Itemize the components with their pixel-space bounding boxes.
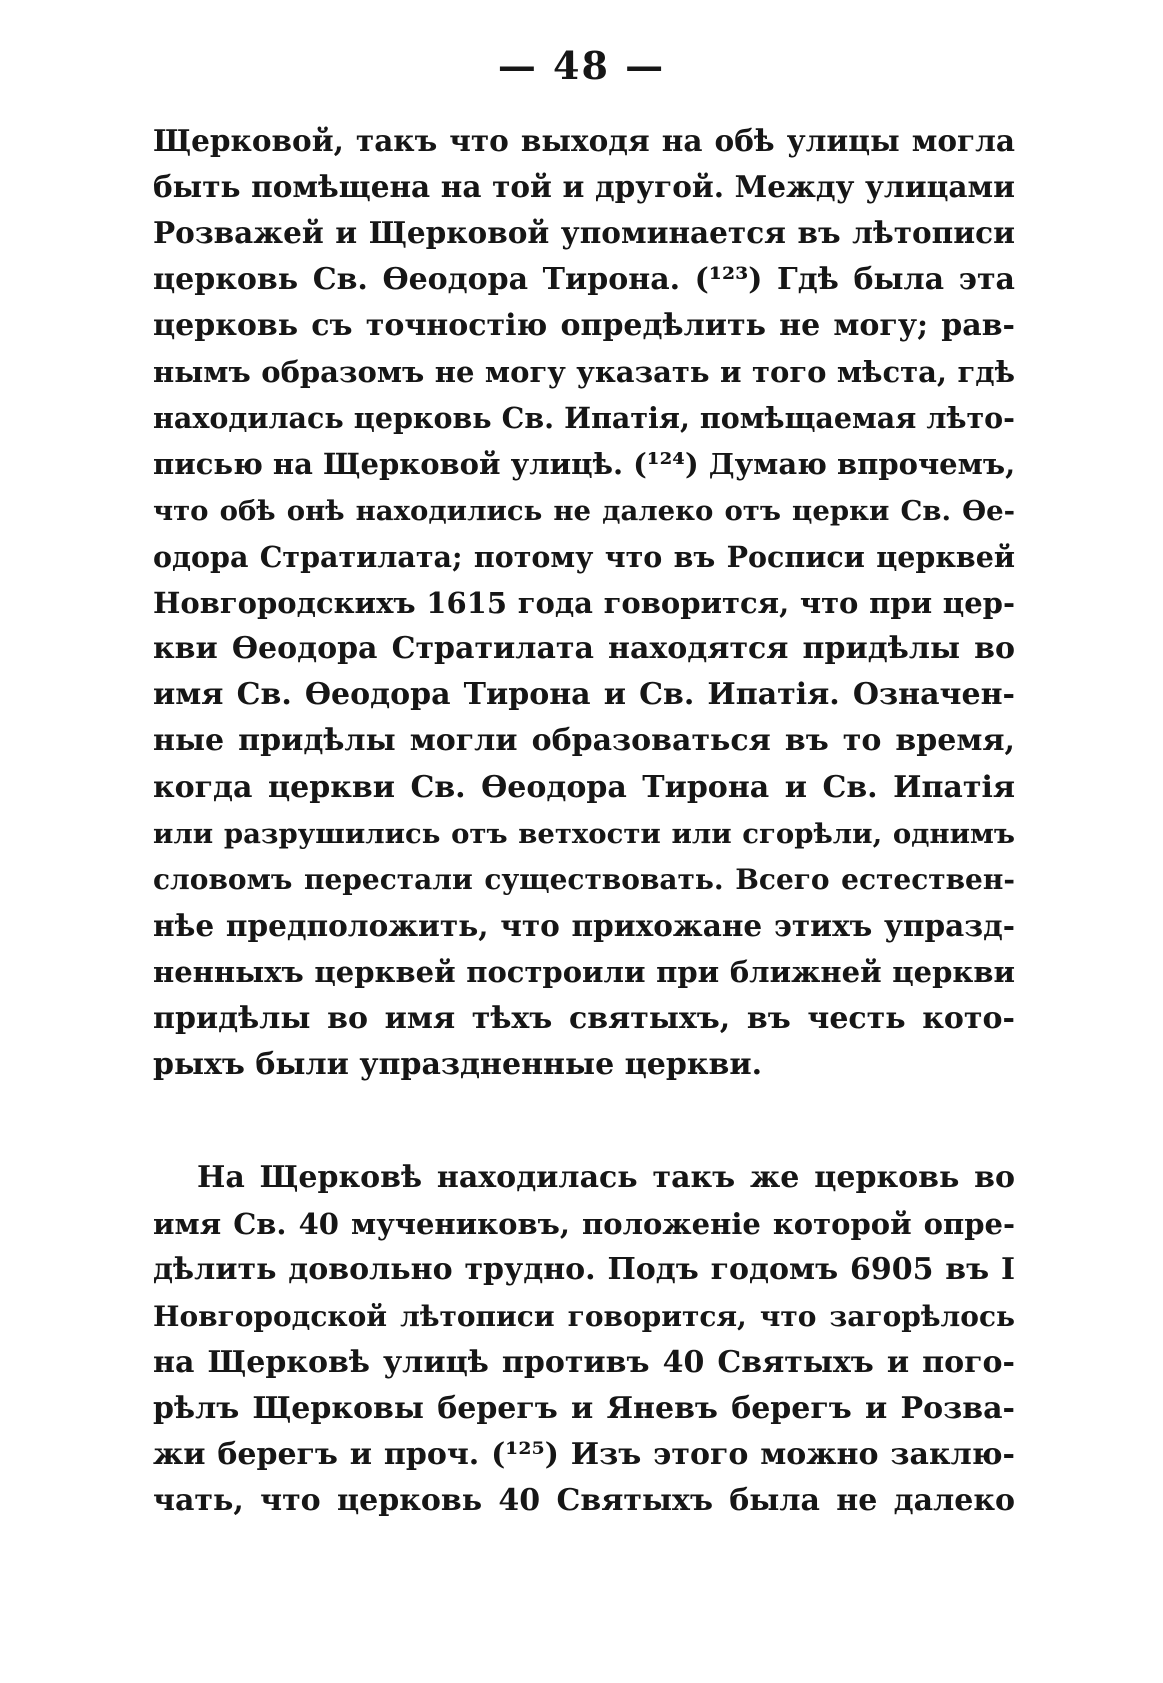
text-line: что обѣ онѣ находились не далеко отъ церки Св. Ѳе-: [153, 494, 1015, 527]
text-line: дѣлить довольно трудно. Подъ годомъ 6905 въ I: [153, 1252, 1015, 1288]
text-line: придѣлы во имя тѣхъ святыхъ, въ честь кото-: [153, 1000, 1015, 1036]
text-line: кви Ѳеодора Стратилата находятся придѣлы во: [153, 631, 1015, 667]
text-line: имя Св. Ѳеодора Тирона и Св. Ипатія. Означен-: [153, 677, 1015, 713]
text-line: писью на Щерковой улицѣ. (¹²⁴) Думаю впрочемъ,: [153, 447, 1016, 482]
text-line: имя Св. 40 мучениковъ, положеніе которой опре-: [153, 1207, 1015, 1242]
text-line: рыхъ были упраздненные церкви.: [153, 1046, 763, 1082]
text-line: чать, что церковь 40 Святыхъ была не далеко: [153, 1483, 1015, 1519]
paragraph-1: [153, 118, 1015, 1088]
text-line: На Щерковѣ находилась такъ же церковь во: [197, 1160, 1015, 1195]
text-line: или разрушились отъ ветхости или сгорѣли, однимъ: [153, 817, 1015, 850]
text-line: Новгородской лѣтописи говорится, что загорѣлось: [153, 1299, 1015, 1333]
text-line: церковь Св. Ѳеодора Тирона. (¹²³) Гдѣ была эта: [153, 261, 1015, 297]
text-line: рѣлъ Щерковы берегъ и Яневъ берегъ и Розва-: [153, 1390, 1015, 1426]
text-line: жи берегъ и проч. (¹²⁵) Изъ этого можно заклю-: [153, 1437, 1015, 1473]
text-line: быть помѣщена на той и другой. Между улицами: [153, 169, 1015, 205]
text-line: Щерковой, такъ что выходя на обѣ улицы могла: [153, 123, 1015, 158]
text-line: словомъ перестали существовать. Всего естествен-: [153, 863, 1015, 896]
text-line: ненныхъ церквей построили при ближней церкви: [153, 955, 1015, 990]
text-line: одора Стратилата; потому что въ Росписи церквей: [153, 539, 1015, 574]
text-line: нымъ образомъ не могу указать и того мѣста, гдѣ: [153, 354, 1015, 389]
text-line: ные придѣлы могли образоваться въ то время,: [153, 723, 1015, 759]
page-number: — 48 —: [497, 43, 666, 88]
text-line: нѣе предположить, что прихожане этихъ упразд-: [153, 908, 1015, 944]
text-line: на Щерковѣ улицѣ противъ 40 Святыхъ и пого-: [153, 1344, 1015, 1380]
text-line: церковь съ точностію опредѣлить не могу; рав-: [153, 307, 1015, 343]
text-line: Розважей и Щерковой упоминается въ лѣтописи: [153, 215, 1015, 251]
text-line: когда церкви Св. Ѳеодора Тирона и Св. Ипатія: [153, 769, 1015, 805]
text-line: Новгородскихъ 1615 года говорится, что при цер-: [153, 585, 1015, 620]
paragraph-2: [153, 1155, 1015, 1525]
text-line: находилась церковь Св. Ипатія, помѣщаемая лѣто-: [153, 401, 1015, 436]
